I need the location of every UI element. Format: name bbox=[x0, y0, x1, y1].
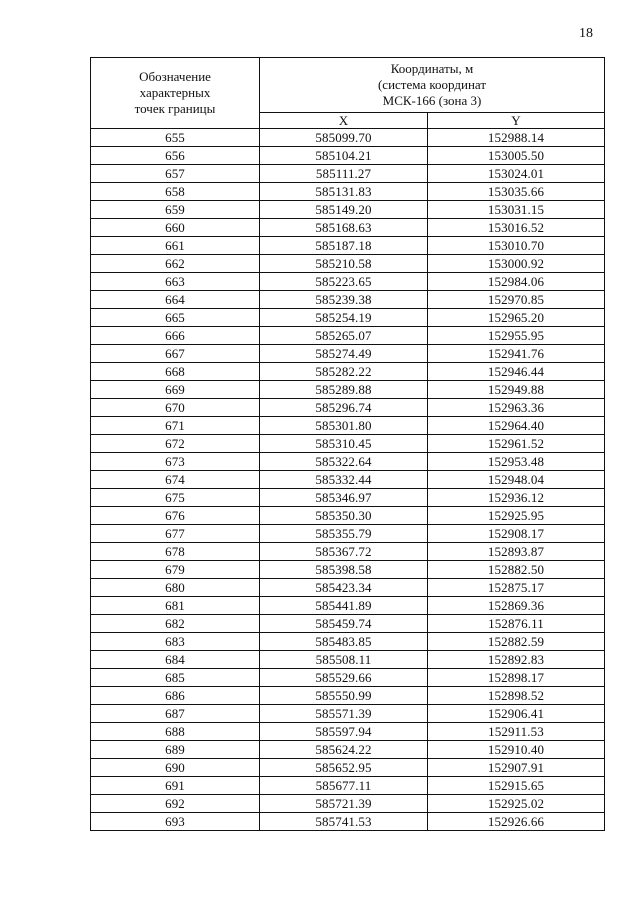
cell-x: 585652.95 bbox=[260, 759, 428, 777]
table-row bbox=[91, 327, 605, 345]
table-row bbox=[91, 579, 605, 597]
cell-y: 152892.83 bbox=[428, 651, 605, 669]
header-point-line: характерных bbox=[139, 85, 211, 100]
cell-point-number: 662 bbox=[91, 255, 260, 273]
cell-x: 585168.63 bbox=[260, 219, 428, 237]
cell-y: 153005.50 bbox=[428, 147, 605, 165]
cell-point-number: 663 bbox=[91, 273, 260, 291]
cell-x: 585508.11 bbox=[260, 651, 428, 669]
header-y: Y bbox=[428, 112, 605, 128]
cell-y: 152948.04 bbox=[428, 471, 605, 489]
table-row bbox=[91, 201, 605, 219]
cell-point-number: 656 bbox=[91, 147, 260, 165]
cell-point-number: 667 bbox=[91, 345, 260, 363]
cell-point-number: 660 bbox=[91, 219, 260, 237]
cell-point-number: 686 bbox=[91, 687, 260, 705]
cell-x: 585301.80 bbox=[260, 417, 428, 435]
table-row bbox=[91, 813, 605, 831]
cell-x: 585346.97 bbox=[260, 489, 428, 507]
cell-point-number: 668 bbox=[91, 363, 260, 381]
cell-y: 152970.85 bbox=[428, 291, 605, 309]
table-row bbox=[91, 795, 605, 813]
table-row bbox=[91, 219, 605, 237]
table-row bbox=[91, 525, 605, 543]
table-row bbox=[91, 669, 605, 687]
cell-point-number: 670 bbox=[91, 399, 260, 417]
table-header bbox=[91, 58, 605, 129]
cell-point-number: 674 bbox=[91, 471, 260, 489]
cell-y: 152915.65 bbox=[428, 777, 605, 795]
cell-point-number: 666 bbox=[91, 327, 260, 345]
table-body bbox=[91, 129, 605, 831]
cell-x: 585571.39 bbox=[260, 705, 428, 723]
cell-point-number: 679 bbox=[91, 561, 260, 579]
cell-point-number: 675 bbox=[91, 489, 260, 507]
cell-point-number: 677 bbox=[91, 525, 260, 543]
cell-point-number: 665 bbox=[91, 309, 260, 327]
table-row bbox=[91, 273, 605, 291]
cell-point-number: 684 bbox=[91, 651, 260, 669]
cell-y: 152965.20 bbox=[428, 309, 605, 327]
cell-point-number: 661 bbox=[91, 237, 260, 255]
table-row bbox=[91, 651, 605, 669]
cell-y: 152961.52 bbox=[428, 435, 605, 453]
header-coords-line: Координаты, м bbox=[390, 60, 474, 76]
cell-point-number: 676 bbox=[91, 507, 260, 525]
cell-point-number: 669 bbox=[91, 381, 260, 399]
cell-x: 585624.22 bbox=[260, 741, 428, 759]
table-row bbox=[91, 543, 605, 561]
cell-y: 153031.15 bbox=[428, 201, 605, 219]
cell-point-number: 659 bbox=[91, 201, 260, 219]
cell-point-number: 687 bbox=[91, 705, 260, 723]
cell-y: 153000.92 bbox=[428, 255, 605, 273]
header-point-line: Обозначение bbox=[139, 69, 211, 84]
header-coordinates bbox=[260, 58, 605, 113]
cell-x: 585367.72 bbox=[260, 543, 428, 561]
cell-y: 153035.66 bbox=[428, 183, 605, 201]
cell-y: 152882.50 bbox=[428, 561, 605, 579]
cell-y: 152963.36 bbox=[428, 399, 605, 417]
table-row bbox=[91, 291, 605, 309]
table-row bbox=[91, 633, 605, 651]
header-coords-line: (система координат bbox=[377, 76, 487, 92]
cell-point-number: 672 bbox=[91, 435, 260, 453]
cell-x: 585254.19 bbox=[260, 309, 428, 327]
cell-x: 585239.38 bbox=[260, 291, 428, 309]
table-row bbox=[91, 597, 605, 615]
cell-x: 585187.18 bbox=[260, 237, 428, 255]
cell-x: 585483.85 bbox=[260, 633, 428, 651]
cell-point-number: 689 bbox=[91, 741, 260, 759]
cell-point-number: 657 bbox=[91, 165, 260, 183]
cell-y: 152876.11 bbox=[428, 615, 605, 633]
header-coords-line: МСК-166 (зона 3) bbox=[382, 92, 482, 108]
cell-point-number: 691 bbox=[91, 777, 260, 795]
cell-point-number: 681 bbox=[91, 597, 260, 615]
table-row bbox=[91, 741, 605, 759]
cell-y: 152941.76 bbox=[428, 345, 605, 363]
cell-x: 585332.44 bbox=[260, 471, 428, 489]
table-row bbox=[91, 165, 605, 183]
cell-y: 152946.44 bbox=[428, 363, 605, 381]
cell-y: 152988.14 bbox=[428, 129, 605, 147]
cell-y: 152926.66 bbox=[428, 813, 605, 831]
cell-x: 585322.64 bbox=[260, 453, 428, 471]
cell-point-number: 655 bbox=[91, 129, 260, 147]
table-row bbox=[91, 363, 605, 381]
cell-y: 153024.01 bbox=[428, 165, 605, 183]
cell-y: 152898.52 bbox=[428, 687, 605, 705]
cell-point-number: 693 bbox=[91, 813, 260, 831]
cell-y: 152925.95 bbox=[428, 507, 605, 525]
cell-x: 585459.74 bbox=[260, 615, 428, 633]
cell-x: 585350.30 bbox=[260, 507, 428, 525]
cell-y: 152906.41 bbox=[428, 705, 605, 723]
cell-x: 585282.22 bbox=[260, 363, 428, 381]
cell-x: 585355.79 bbox=[260, 525, 428, 543]
cell-y: 152893.87 bbox=[428, 543, 605, 561]
table-row bbox=[91, 615, 605, 633]
cell-y: 152869.36 bbox=[428, 597, 605, 615]
cell-y: 152898.17 bbox=[428, 669, 605, 687]
cell-x: 585398.58 bbox=[260, 561, 428, 579]
cell-x: 585111.27 bbox=[260, 165, 428, 183]
table-row bbox=[91, 147, 605, 165]
table-row bbox=[91, 435, 605, 453]
table-row bbox=[91, 561, 605, 579]
cell-y: 152984.06 bbox=[428, 273, 605, 291]
cell-y: 152949.88 bbox=[428, 381, 605, 399]
cell-y: 152925.02 bbox=[428, 795, 605, 813]
cell-y: 152907.91 bbox=[428, 759, 605, 777]
cell-y: 152910.40 bbox=[428, 741, 605, 759]
cell-x: 585265.07 bbox=[260, 327, 428, 345]
cell-point-number: 692 bbox=[91, 795, 260, 813]
cell-x: 585296.74 bbox=[260, 399, 428, 417]
table-row bbox=[91, 777, 605, 795]
table-row bbox=[91, 183, 605, 201]
cell-point-number: 658 bbox=[91, 183, 260, 201]
cell-x: 585721.39 bbox=[260, 795, 428, 813]
cell-y: 152882.59 bbox=[428, 633, 605, 651]
cell-x: 585741.53 bbox=[260, 813, 428, 831]
cell-x: 585529.66 bbox=[260, 669, 428, 687]
cell-point-number: 678 bbox=[91, 543, 260, 561]
table-row bbox=[91, 687, 605, 705]
cell-point-number: 664 bbox=[91, 291, 260, 309]
table-row bbox=[91, 453, 605, 471]
table-row bbox=[91, 381, 605, 399]
cell-x: 585597.94 bbox=[260, 723, 428, 741]
header-point-designation bbox=[91, 58, 260, 129]
cell-x: 585210.58 bbox=[260, 255, 428, 273]
cell-x: 585289.88 bbox=[260, 381, 428, 399]
cell-x: 585423.34 bbox=[260, 579, 428, 597]
cell-y: 152955.95 bbox=[428, 327, 605, 345]
table-row bbox=[91, 399, 605, 417]
cell-y: 152953.48 bbox=[428, 453, 605, 471]
cell-point-number: 682 bbox=[91, 615, 260, 633]
header-x: X bbox=[260, 112, 428, 128]
cell-x: 585677.11 bbox=[260, 777, 428, 795]
table-row bbox=[91, 705, 605, 723]
cell-y: 152911.53 bbox=[428, 723, 605, 741]
cell-y: 153010.70 bbox=[428, 237, 605, 255]
cell-y: 152936.12 bbox=[428, 489, 605, 507]
table-row bbox=[91, 489, 605, 507]
cell-point-number: 673 bbox=[91, 453, 260, 471]
cell-y: 152875.17 bbox=[428, 579, 605, 597]
table-row bbox=[91, 507, 605, 525]
cell-x: 585104.21 bbox=[260, 147, 428, 165]
cell-x: 585223.65 bbox=[260, 273, 428, 291]
cell-point-number: 680 bbox=[91, 579, 260, 597]
cell-y: 152908.17 bbox=[428, 525, 605, 543]
table-row bbox=[91, 723, 605, 741]
cell-point-number: 683 bbox=[91, 633, 260, 651]
cell-point-number: 671 bbox=[91, 417, 260, 435]
table-row bbox=[91, 759, 605, 777]
cell-x: 585099.70 bbox=[260, 129, 428, 147]
cell-x: 585550.99 bbox=[260, 687, 428, 705]
table-row bbox=[91, 345, 605, 363]
cell-x: 585274.49 bbox=[260, 345, 428, 363]
cell-x: 585131.83 bbox=[260, 183, 428, 201]
page-number: 18 bbox=[579, 26, 593, 41]
header-point-line: точек границы bbox=[134, 101, 216, 116]
table-row bbox=[91, 417, 605, 435]
cell-y: 152964.40 bbox=[428, 417, 605, 435]
cell-x: 585441.89 bbox=[260, 597, 428, 615]
coordinates-table bbox=[90, 57, 605, 831]
table-row bbox=[91, 309, 605, 327]
table-row bbox=[91, 129, 605, 147]
table-row bbox=[91, 255, 605, 273]
cell-x: 585310.45 bbox=[260, 435, 428, 453]
table-row bbox=[91, 237, 605, 255]
cell-x: 585149.20 bbox=[260, 201, 428, 219]
cell-y: 153016.52 bbox=[428, 219, 605, 237]
cell-point-number: 690 bbox=[91, 759, 260, 777]
table-row bbox=[91, 471, 605, 489]
cell-point-number: 685 bbox=[91, 669, 260, 687]
cell-point-number: 688 bbox=[91, 723, 260, 741]
